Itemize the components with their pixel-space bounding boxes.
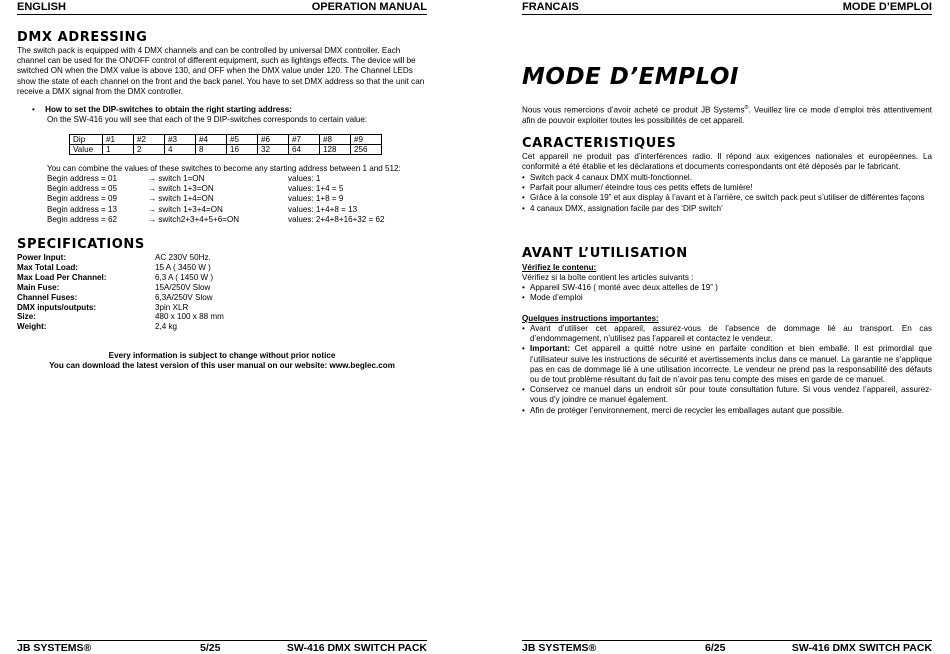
header-language: ENGLISH bbox=[17, 1, 66, 13]
list-item bbox=[17, 273, 427, 283]
intro-text-a: Nous vous remercions d’avoir acheté ce produit JB Systems bbox=[522, 105, 745, 115]
caracteristiques-list bbox=[522, 173, 932, 214]
dmx-intro: The switch pack is equipped with 4 DMX channels and can be controlled by universal DMX controller. Each channel can be used for the ON/OFF control of different equipment, such as lightings effects. The device will be switched ON when the DMX value is above 130, and OFF when the DMX value under 120. The Channel LEDs show the state of each channel on the front and the back panel. You have to set DMX address so that the unit can receive a DMX signal from the DMX controller. bbox=[17, 46, 425, 96]
notice-change: Every information is subject to change without prior notice bbox=[108, 351, 336, 360]
registered-mark: ® bbox=[744, 105, 749, 111]
header-divider bbox=[17, 14, 427, 15]
list-item bbox=[17, 312, 427, 322]
address-switch: → switch 1+3+4=ON bbox=[148, 204, 223, 214]
address-begin: Begin address = 05 bbox=[47, 184, 117, 194]
table-cell: 128 bbox=[320, 145, 351, 155]
spec-key: Channel Fuses: bbox=[17, 292, 78, 302]
address-switch: → switch 1+3=ON bbox=[148, 184, 214, 194]
list-item: • Grâce à la console 19” et aux display à l’avant et à l’arrière, ce switch pack peut s’utiliser de différentes façons bbox=[522, 193, 932, 203]
table-row bbox=[70, 145, 382, 155]
list-item bbox=[47, 184, 427, 194]
address-switch: → switch 1=ON bbox=[148, 174, 205, 183]
right-page bbox=[522, 0, 932, 654]
verif-list bbox=[522, 283, 932, 303]
section-title-dmx: DMX ADRESSING bbox=[17, 30, 148, 45]
caracteristiques-text: Cet appareil ne produit pas d’interférences radio. Il répond aux exigences nationales et européennes. La conformité a été établie et les déclarations et documents correspondants ont été déposés par le fabricant. bbox=[522, 152, 932, 172]
address-values: values: 1+4+8 = 13 bbox=[288, 204, 358, 214]
spec-key: DMX inputs/outputs: bbox=[17, 302, 97, 312]
spec-key: Weight: bbox=[17, 322, 47, 332]
item-text: Afin de protéger l’environnement, merci de recycler les emballages autant que possible. bbox=[530, 405, 845, 415]
section-title-caracteristiques: CARACTERISTIQUES bbox=[522, 136, 677, 151]
spec-value: 3pin XLR bbox=[155, 302, 189, 312]
address-list bbox=[47, 174, 427, 226]
page-footer bbox=[17, 642, 427, 654]
address-begin: Begin address = 62 bbox=[47, 214, 117, 224]
spec-value: 480 x 100 x 88 mm bbox=[155, 312, 224, 322]
table-cell: 4 bbox=[165, 145, 196, 155]
intro-text-b: . Veuillez lire ce mode d’emploi très attentivement afin de pouvoir exploiter toutes les possibilités de cet appareil. bbox=[522, 105, 932, 125]
list-item: • 4 canaux DMX, assignation facile par des ‘DIP switch’ bbox=[522, 204, 932, 214]
table-cell: #1 bbox=[103, 135, 134, 145]
notice-download: You can download the latest version of this user manual on our website: www.beglec.com bbox=[49, 361, 395, 370]
section-title-specs: SPECIFICATIONS bbox=[17, 237, 145, 252]
left-page bbox=[17, 0, 427, 654]
table-cell: 64 bbox=[289, 145, 320, 155]
item-label: Important: bbox=[530, 344, 571, 354]
footer-page-number: 6/25 bbox=[705, 642, 726, 654]
footer-divider bbox=[17, 640, 427, 641]
instr-list bbox=[522, 324, 932, 416]
page-title: MODE D’EMPLOI bbox=[522, 64, 739, 90]
list-item bbox=[522, 406, 932, 416]
table-cell: #9 bbox=[351, 135, 382, 145]
address-switch: → switch2+3+4+5+6=ON bbox=[148, 214, 240, 224]
page-header bbox=[522, 1, 932, 15]
spec-value: AC 230V 50Hz. bbox=[155, 253, 211, 262]
list-item bbox=[47, 215, 427, 225]
table-cell: #8 bbox=[320, 135, 351, 145]
address-begin: Begin address = 13 bbox=[47, 204, 117, 214]
page-header bbox=[17, 1, 427, 15]
header-title: MODE D’EMPLOI bbox=[842, 1, 932, 13]
spec-key: Main Fuse: bbox=[17, 282, 60, 292]
table-cell: 32 bbox=[258, 145, 289, 155]
spec-key: Size: bbox=[17, 312, 36, 322]
spec-value: 15A/250V Slow bbox=[155, 282, 211, 292]
list-item bbox=[17, 253, 427, 263]
intro-text bbox=[522, 103, 932, 126]
table-cell: #5 bbox=[227, 135, 258, 145]
dip-bullet-text: How to set the DIP-switches to obtain the right starting address: bbox=[45, 105, 292, 114]
spec-value: 6,3A/250V Slow bbox=[155, 292, 213, 302]
address-values: values: 2+4+8+16+32 = 62 bbox=[288, 214, 385, 224]
table-cell: 1 bbox=[103, 145, 134, 155]
list-item bbox=[17, 293, 427, 303]
dip-sub: On the SW-416 you will see that each of the 9 DIP-switches corresponds to certain value: bbox=[47, 115, 368, 124]
table-cell: 8 bbox=[196, 145, 227, 155]
list-item bbox=[17, 303, 427, 313]
spec-value: 2,4 kg bbox=[155, 322, 178, 332]
table-cell: #4 bbox=[196, 135, 227, 145]
list-item bbox=[522, 324, 932, 344]
address-switch: → switch 1+4=ON bbox=[148, 194, 214, 204]
verif-title: Vérifiez le contenu: bbox=[522, 263, 597, 272]
table-cell: 2 bbox=[134, 145, 165, 155]
address-values: values: 1+8 = 9 bbox=[288, 194, 344, 204]
footer-brand: JB SYSTEMS® bbox=[17, 642, 92, 654]
list-item bbox=[522, 344, 932, 385]
list-item bbox=[47, 205, 427, 215]
section-title-avant: AVANT L’UTILISATION bbox=[522, 246, 688, 261]
verif-text: Vérifiez si la boîte contient les articles suivants : bbox=[522, 273, 694, 282]
table-cell: #3 bbox=[165, 135, 196, 145]
footer-divider bbox=[522, 640, 932, 641]
footer-page-number: 5/25 bbox=[200, 642, 221, 654]
bullet-icon: • bbox=[32, 105, 35, 114]
item-text: Cet appareil a quitté notre usine en parfaite condition et bien emballé. Il est primordial que l’utilisateur suive les instructions de sécurité et avertissements inclus dans ce manuel. La garantie ne s’applique pas en cas de dommage lié à une utilisation incorrecte. Le vendeur ne prend pas la responsabilité des défauts ou de tout problème résultant du fait de n’avoir pas tenu compte des mises en garde de ce manuel. bbox=[530, 344, 932, 385]
list-item bbox=[17, 263, 427, 273]
table-cell: 16 bbox=[227, 145, 258, 155]
address-values: values: 1 bbox=[288, 174, 321, 183]
item-text: Conservez ce manuel dans un endroit sûr pour toute consultation future. Si vous vendez l’appareil, assurez-vous d’y joindre ce manuel également. bbox=[530, 385, 932, 405]
footer-product: SW-416 DMX SWITCH PACK bbox=[791, 642, 932, 654]
dip-table bbox=[69, 134, 382, 155]
spec-key: Power Input: bbox=[17, 253, 67, 262]
header-title: OPERATION MANUAL bbox=[311, 1, 427, 13]
spec-list bbox=[17, 253, 427, 333]
table-row bbox=[70, 135, 382, 145]
item-text: Avant d’utiliser cet appareil, assurez-vous de l’absence de dommage lié au transport. En cas d’endommagement, n’utilisez pas l’appareil et contactez le vendeur. bbox=[530, 324, 932, 344]
table-cell: 256 bbox=[351, 145, 382, 155]
table-cell: #6 bbox=[258, 135, 289, 145]
list-item bbox=[17, 283, 427, 293]
combine-text: You can combine the values of these switches to become any starting address between 1 and 512: bbox=[47, 164, 401, 173]
list-item bbox=[17, 322, 427, 332]
address-values: values: 1+4 = 5 bbox=[288, 184, 344, 194]
footer-brand: JB SYSTEMS® bbox=[522, 642, 597, 654]
table-cell: Dip bbox=[70, 135, 103, 145]
header-divider bbox=[522, 14, 932, 15]
spec-value: 6,3 A ( 1450 W ) bbox=[155, 272, 214, 282]
table-cell: Value bbox=[70, 145, 103, 155]
instr-title: Quelques instructions importantes: bbox=[522, 314, 659, 323]
footer-product: SW-416 DMX SWITCH PACK bbox=[286, 642, 427, 654]
address-begin: Begin address = 09 bbox=[47, 194, 117, 204]
list-item bbox=[47, 174, 427, 184]
spec-key: Max Total Load: bbox=[17, 262, 79, 272]
address-begin: Begin address = 01 bbox=[47, 174, 117, 183]
list-item bbox=[522, 385, 932, 405]
list-item: • Switch pack 4 canaux DMX multi-fonctionnel. bbox=[522, 173, 932, 183]
list-item: • Appareil SW-416 ( monté avec deux attelles de 19” ) bbox=[522, 283, 932, 293]
table-cell: #2 bbox=[134, 135, 165, 145]
dip-bullet bbox=[32, 105, 427, 115]
header-language: FRANCAIS bbox=[522, 1, 579, 13]
table-cell: #7 bbox=[289, 135, 320, 145]
list-item: • Parfait pour allumer/ éteindre tous ces petits effets de lumière! bbox=[522, 183, 932, 193]
page-footer bbox=[522, 642, 932, 654]
list-item bbox=[47, 194, 427, 204]
list-item: • Mode d’emploi bbox=[522, 293, 932, 303]
spec-key: Max Load Per Channel: bbox=[17, 272, 107, 282]
spec-value: 15 A ( 3450 W ) bbox=[155, 262, 211, 272]
